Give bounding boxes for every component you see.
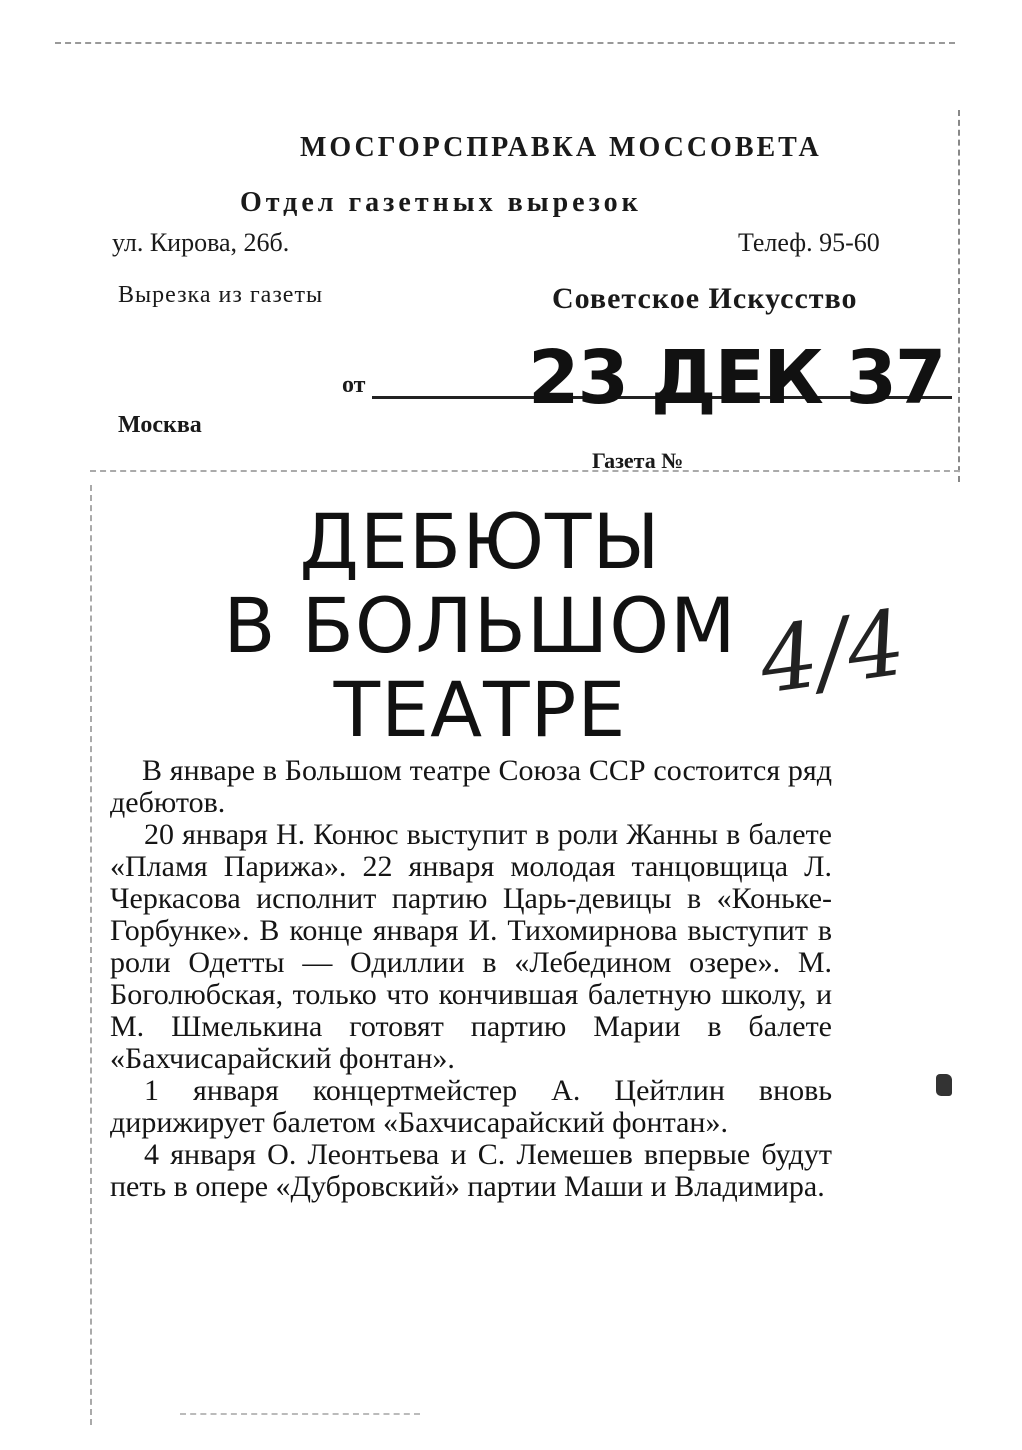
article-paragraph: В январе в Большом театре Союза ССР состоится ряд дебютов. (110, 754, 832, 819)
headline-line-1: ДЕБЮТЫ (299, 497, 661, 586)
border-right (958, 110, 960, 482)
newspaper-name: Советское Искусство (552, 282, 858, 315)
city: Москва (118, 412, 202, 438)
phone: Телеф. 95-60 (738, 228, 880, 257)
article-body (110, 755, 832, 1203)
article-paragraph: 4 января О. Леонтьева и С. Лемешев впервые будут петь в опере «Дубровский» партии Маши и Владимира. (110, 1138, 832, 1203)
bottom-rule (180, 1413, 420, 1415)
date-stamp: 23 ДЕК 37 (528, 335, 945, 421)
headline-line-2: В БОЛЬШОМ (223, 581, 737, 670)
article-paragraph: 1 января концертмейстер А. Цейтлин вновь дирижирует балетом «Бахчисарайский фонтан». (110, 1074, 832, 1139)
agency-name: МОСГОРСПРАВКА МОССОВЕТА (300, 132, 822, 163)
department-name: Отдел газетных вырезок (240, 187, 642, 218)
ink-blot (936, 1074, 952, 1096)
cutting-label: Вырезка из газеты (118, 282, 324, 308)
border-left (90, 485, 92, 1425)
address: ул. Кирова, 26б. (112, 228, 290, 257)
handwritten-note: 4/4 (753, 590, 912, 715)
gazette-number-label: Газета № (592, 448, 684, 473)
article-paragraph: 20 января Н. Конюс выступит в роли Жанны в балете «Пламя Парижа». 22 января молодая танцовщица Л. Черкасова исполнит партию Царь-девицы в «Коньке-Горбунке». В конце января И. Тихомирнова выступит в роли Одетты — Одиллии в «Лебедином озере». М. Боголюбская, только что кончившая балетную школу, и М. Шмелькина готовят партию Марии в балете «Бахчисарайский фонтан». (110, 818, 832, 1075)
from-label: от (342, 372, 366, 398)
border-top (55, 42, 955, 44)
headline-line-3: ТЕАТРЕ (333, 665, 627, 754)
headline (200, 497, 760, 754)
border-bottom (90, 470, 960, 472)
